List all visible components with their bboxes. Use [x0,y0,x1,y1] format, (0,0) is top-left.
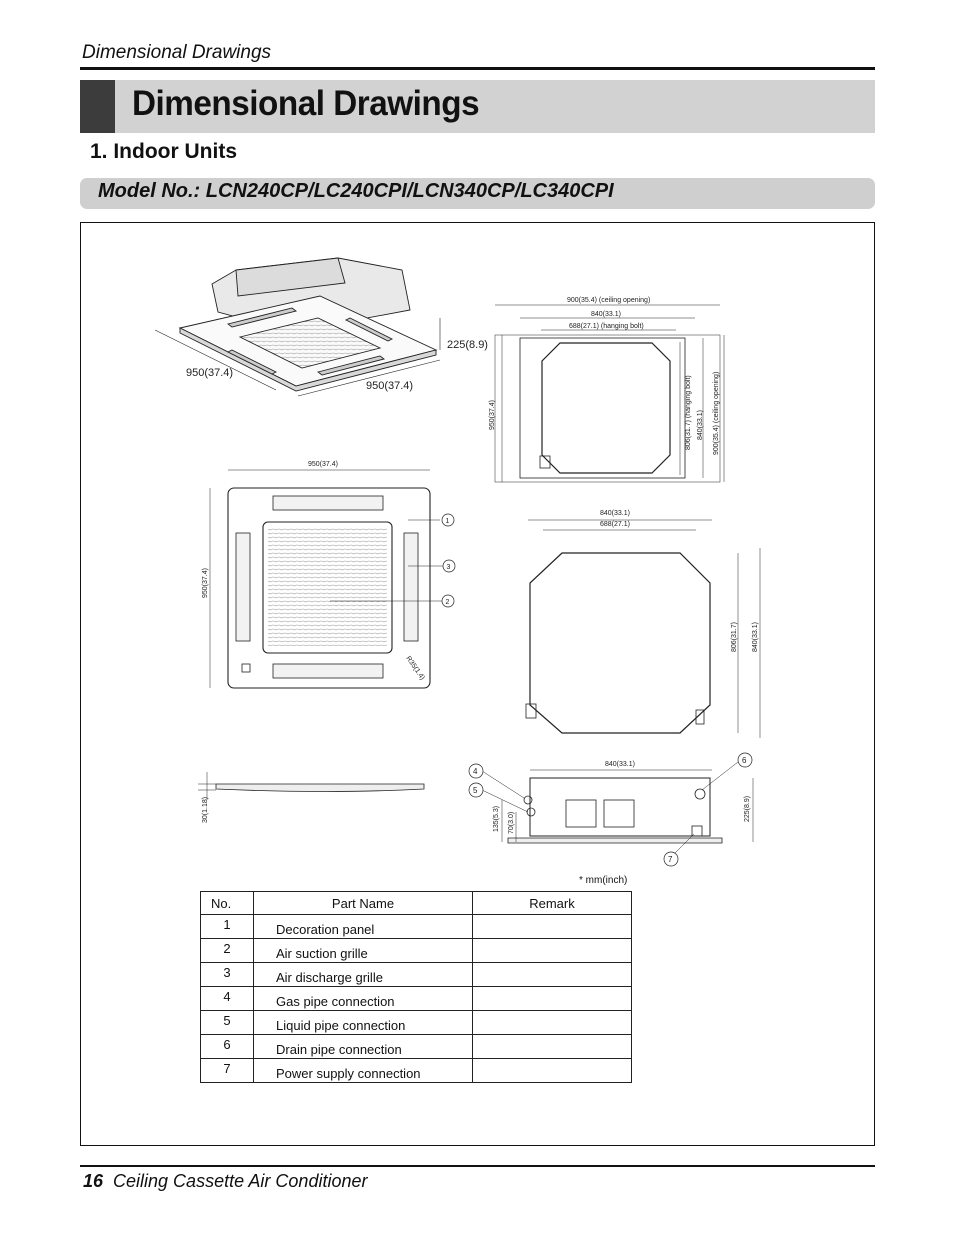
row-part-name: Gas pipe connection [254,987,473,1011]
iso-height-label: 225(8.9) [447,339,488,351]
row-remark [473,987,632,1011]
row-part-name: Liquid pipe connection [254,1011,473,1035]
row-no: 5 [201,1011,254,1035]
row-no: 7 [201,1059,254,1083]
plan-806-label: 806(31.7) [731,622,738,652]
page-footer [83,1171,367,1192]
column-header-remark: Remark [473,892,632,915]
row-no: 3 [201,963,254,987]
table-row [201,915,632,939]
footer-title: Ceiling Cassette Air Conditioner [113,1171,368,1191]
elev-135-label: 135(5.3) [493,805,500,832]
front-950-side-label: 950(37.4) [202,568,209,598]
footer-rule [80,1165,875,1167]
row-part-name: Drain pipe connection [254,1035,473,1059]
callout-4-label: 4 [473,767,478,776]
ceiling-opening-label: 900(35.4) (ceiling opening) [567,297,651,304]
table-row [201,987,632,1011]
header-section-title: Dimensional Drawings [82,42,272,63]
elev-70-label: 70(3.0) [508,811,515,834]
row-no: 4 [201,987,254,1011]
row-part-name: Air discharge grille [254,963,473,987]
elevation-view [482,762,753,858]
callout-5-label: 5 [473,786,478,795]
row-no: 2 [201,939,254,963]
table-row [201,1011,632,1035]
hanging-bolt-label: 688(27.1) (hanging bolt) [569,323,644,330]
elev-840-label: 840(33.1) [605,761,635,768]
row-part-name: Power supply connection [254,1059,473,1083]
section-subtitle: 1. Indoor Units [90,140,237,163]
callout-7-label: 7 [668,855,673,864]
row-remark [473,963,632,987]
side-950-label: 950(37.4) [489,400,496,430]
table-row [201,939,632,963]
column-header-part: Part Name [254,892,473,915]
side-840-label: 840(33.1) [697,410,704,440]
row-remark [473,939,632,963]
side-thickness-label: 30(1.18) [202,796,209,823]
row-part-name: Decoration panel [254,915,473,939]
model-number: Model No.: LCN240CP/LC240CPI/LCN340CP/LC340CPI [98,180,614,202]
unit-note: * mm(inch) [579,875,628,886]
callout-3-label: 3 [446,564,451,571]
row-no: 6 [201,1035,254,1059]
row-remark [473,1059,632,1083]
elev-225-label: 225(8.9) [744,795,751,822]
front-r35-label: R35(1.4) [404,655,426,682]
page-title: Dimensional Drawings [132,84,480,123]
callout-2-label: 2 [445,599,450,606]
iso-width-left-label: 950(37.4) [186,367,234,379]
plan-view [526,520,760,738]
table-header-row [201,892,632,915]
row-remark [473,1035,632,1059]
row-part-name: Air suction grille [254,939,473,963]
side-806-bolt-label: 806(31.7) (hanging bolt) [685,375,692,450]
page-number: 16 [83,1171,104,1191]
callout-6-label: 6 [742,756,747,765]
table-row [201,1059,632,1083]
plan-840-side-label: 840(33.1) [752,622,759,652]
front-950-top-label: 950(37.4) [308,461,338,468]
row-no: 1 [201,915,254,939]
side-thickness-view [198,772,424,800]
table-row [201,1035,632,1059]
table-row [201,963,632,987]
plan-688-label: 688(27.1) [600,521,630,528]
iso-width-right-label: 950(37.4) [366,380,414,392]
column-header-no: No. [201,892,254,915]
parts-table [200,891,632,1083]
opening-840-label: 840(33.1) [591,311,621,318]
callout-1-label: 1 [445,518,450,525]
plan-840-label: 840(33.1) [600,510,630,517]
row-remark [473,915,632,939]
side-900-opening-label: 900(35.4) (ceiling opening) [713,371,720,455]
row-remark [473,1011,632,1035]
